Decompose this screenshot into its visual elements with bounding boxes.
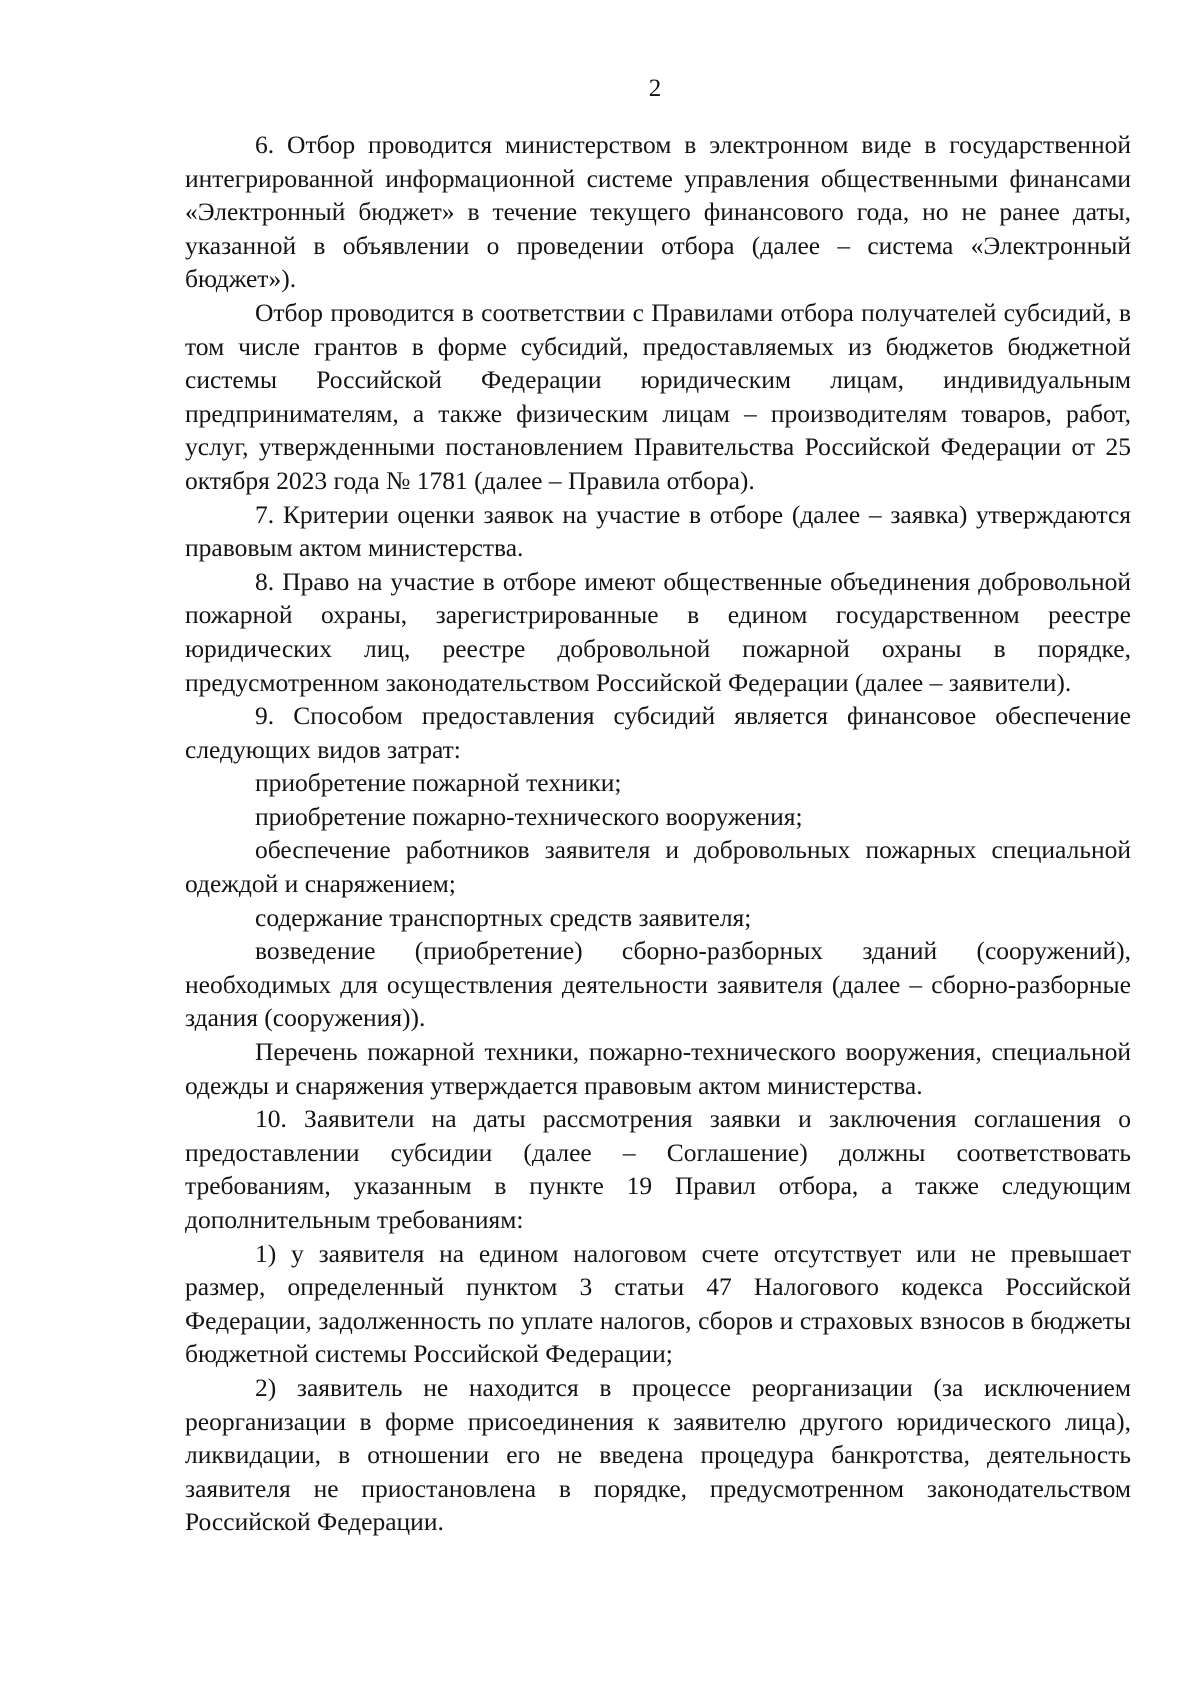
paragraph-8: 8. Право на участие в отборе имеют общественные объединения добровольной пожарной охраны, зарегистрированные в едином государственном реестре юридических лиц, реестре добровольной пожарной охраны в порядке, предусмотренном законодательством Российской Федерации (далее – заявители). — [185, 566, 1131, 697]
requirement-1: 1) у заявителя на едином налоговом счете отсутствует или не превышает размер, определенный пунктом 3 статьи 47 Налогового кодекса Российской Федерации, задолженность по уплате налогов, сборов и страховых взносов в бюджеты бюджетной системы Российской Федерации; — [185, 1238, 1131, 1369]
paragraph-7: 7. Критерии оценки заявок на участие в отборе (далее – заявка) утверждаются правовым актом министерства. — [185, 499, 1131, 563]
expense-item-special-clothing: обеспечение работников заявителя и добровольных пожарных специальной одеждой и снаряжением; — [185, 835, 1131, 899]
paragraph-equipment-list: Перечень пожарной техники, пожарно-технического вооружения, специальной одежды и снаряжения утверждается правовым актом министерства. — [185, 1037, 1131, 1100]
paragraph-6: 6. Отбор проводится министерством в электронном виде в государственной интегрированной информационной системе управления общественными финансами «Электронный бюджет» в течение текущего финансового года, но не ранее даты, указанной в объявлении о проведении отбора (далее – система «Электронный бюджет»). — [185, 130, 1131, 294]
paragraph-9: 9. Способом предоставления субсидий является финансовое обеспечение следующих видов затрат: — [185, 701, 1131, 764]
expense-item-fire-technical-armament: приобретение пожарно-технического вооружения; — [255, 801, 803, 831]
expense-item-vehicle-maintenance: содержание транспортных средств заявителя; — [255, 902, 752, 932]
page-number: 2 — [648, 75, 662, 102]
paragraph-10: 10. Заявители на даты рассмотрения заявки и заключения соглашения о предоставлении субсидии (далее – Соглашение) должны соответствовать требованиям, указанным в пункте 19 Правил отбора, а также следующим дополнительным требованиям: — [185, 1104, 1131, 1234]
document-body — [185, 128, 1131, 1539]
requirement-2: 2) заявитель не находится в процессе реорганизации (за исключением реорганизации в форме присоединения к заявителю другого юридического лица), ликвидации, в отношении его не введена процедура банкротства, деятельность заявителя не приостановлена в порядке, предусмотренном законодательством Российской Федерации. — [185, 1372, 1131, 1537]
paragraph-selection-rules: Отбор проводится в соответствии с Правилами отбора получателей субсидий, в том числе грантов в форме субсидий, предоставляемых из бюджетов бюджетной системы Российской Федерации юридическим лицам, индивидуальным предпринимателям, а также физическим лицам – производителям товаров, работ, услуг, утвержденными постановлением Правительства Российской Федерации от 25 октября 2023 года № 1781 (далее – Правила отбора). — [185, 297, 1131, 495]
expense-item-fire-equipment: приобретение пожарной техники; — [255, 768, 622, 798]
expense-item-prefab-buildings: возведение (приобретение) сборно-разборных зданий (сооружений), необходимых для осуществления деятельности заявителя (далее – сборно-разборные здания (сооружения)). — [185, 936, 1131, 1033]
